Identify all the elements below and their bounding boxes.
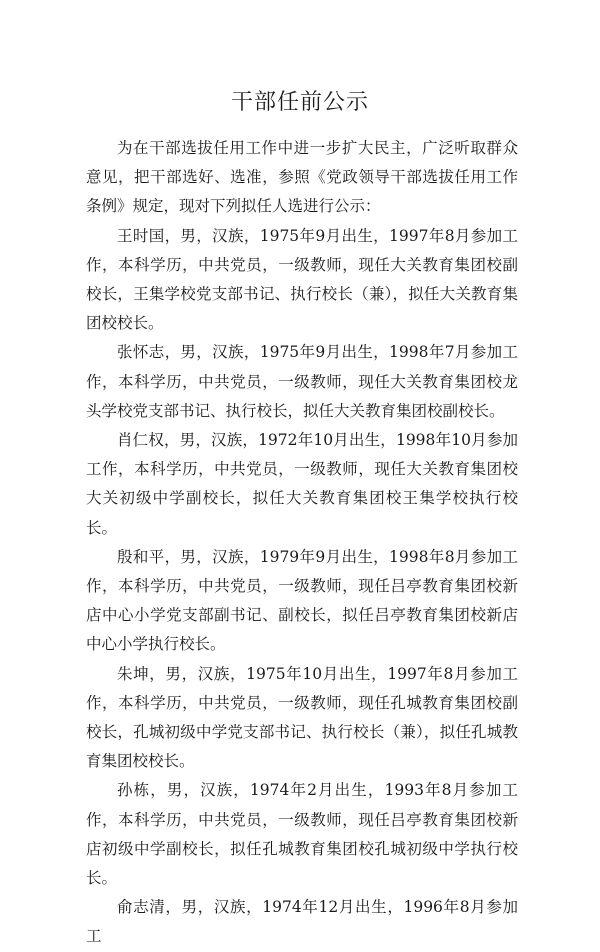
candidate-paragraph: 张怀志，男，汉族，1975年9月出生，1998年7月参加工作，本科学历，中共党员，一级教师，现任大关教育集团校龙头学校党支部书记、执行校长，拟任大关教育集团校副校长。 — [86, 343, 518, 420]
candidate-paragraph: 俞志清，男，汉族，1974年12月出生，1996年8月参加工 — [86, 898, 518, 946]
intro-paragraph: 为在干部选拔任用工作中进一步扩大民主，广泛听取群众意见，把干部选好、选准，参照《党政领导干部选拔任用工作条例》规定，现对下列拟任人选进行公示： — [86, 139, 518, 216]
candidate-paragraph: 肖仁权，男，汉族，1972年10月出生，1998年10月参加工作，本科学历，中共党员，一级教师，现任大关教育集团校大关初级中学副校长，拟任大关教育集团校王集学校执行校长。 — [86, 431, 518, 537]
document-body — [86, 134, 518, 952]
candidate-paragraph: 王时国，男，汉族，1975年9月出生，1997年8月参加工作，本科学历，中共党员，一级教师，现任大关教育集团校副校长，王集学校党支部书记、执行校长（兼），拟任大关教育集团校校长。 — [86, 226, 518, 333]
page-title: 干部任前公示 — [230, 90, 369, 115]
candidate-paragraph: 朱坤，男，汉族，1975年10月出生，1997年8月参加工作，本科学历，中共党员，一级教师，现任孔城教育集团校副校长，孔城初级中学党支部书记、执行校长（兼），拟任孔城教育集团校校长。 — [86, 664, 518, 771]
candidate-paragraph: 殷和平，男，汉族，1979年9月出生，1998年8月参加工作，本科学历，中共党员，一级教师，现任吕亭教育集团校新店中心小学党支部副书记、副校长，拟任吕亭教育集团校新店中心小学执行校长。 — [86, 547, 518, 654]
candidate-paragraph: 孙栋，男，汉族，1974年2月出生，1993年8月参加工作，本科学历，中共党员，一级教师，现任吕亭教育集团校新店初级中学副校长，拟任孔城教育集团校孔城初级中学执行校长。 — [86, 781, 518, 888]
